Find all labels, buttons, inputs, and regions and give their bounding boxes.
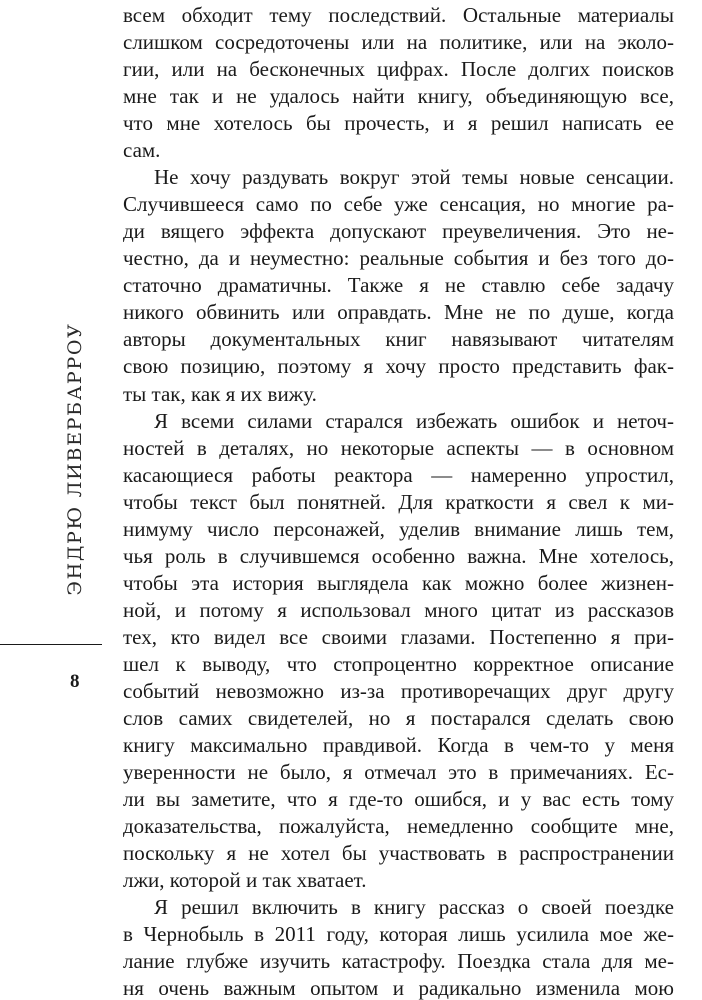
page-number: 8 [70, 671, 80, 692]
text-line: тех, кто видел все своими глазами. Постепенно я при- [123, 625, 674, 649]
text-line: свою позицию, поэтому я хочу просто представить фак- [123, 354, 674, 378]
text-line: никого обвинить или оправдать. Мне не по душе, когда [123, 300, 674, 324]
text-line: сам. [123, 138, 161, 162]
text-line: ной, и потому я использовал много цитат из рассказов [123, 598, 674, 622]
text-line: шел к выводу, что стопроцентно корректное описание [123, 652, 674, 676]
text-line: ня очень важным опытом и радикально изменила мою [123, 976, 674, 1000]
text-line: Я решил включить в книгу рассказ о своей поездке [154, 895, 674, 919]
text-line: слишком сосредоточены или на политике, или на эколо- [123, 30, 674, 54]
text-line: лжи, которой и так хватает. [123, 868, 367, 892]
text-line: статочно драматичны. Также я не ставлю себе задачу [123, 273, 674, 297]
text-line: ди вящего эффекта допускают преувеличения. Это не- [123, 219, 674, 243]
text-line: книгу максимально правдивой. Когда в чем-то у меня [123, 733, 674, 757]
text-line: поскольку я не хотел бы участвовать в распространении [123, 841, 674, 865]
text-line: нимуму число персонажей, уделив внимание лишь тем, [123, 517, 674, 541]
text-line: ли вы заметите, что я где-то ошибся, и у вас есть тому [123, 787, 674, 811]
running-head: ЭНДРЮ ЛИВЕРБАРРОУ [64, 322, 86, 596]
text-line: чтобы текст был понятней. Для краткости я свел к ми- [123, 490, 674, 514]
margin-divider [0, 644, 102, 645]
text-line: честно, да и неуместно: реальные события и без того до- [123, 246, 674, 270]
text-line: в Чернобыль в 2011 году, которая лишь усилила мое же- [123, 922, 674, 946]
text-line: чтобы эта история выглядела как можно более жизнен- [123, 571, 674, 595]
text-line: Я всеми силами старался избежать ошибок и неточ- [154, 409, 674, 433]
text-line: чья роль в случившемся особенно важна. Мне хотелось, [123, 544, 674, 568]
text-line: гии, или на бесконечных цифрах. После долгих поисков [123, 57, 674, 81]
text-line: авторы документальных книг навязывают читателям [123, 327, 674, 351]
text-line: мне так и не удалось найти книгу, объединяющую все, [123, 84, 674, 108]
text-line: ты так, как я их вижу. [123, 382, 317, 406]
text-line: уверенности не было, я отмечал это в примечаниях. Ес- [123, 760, 674, 784]
text-line: что мне хотелось бы прочесть, и я решил написать ее [123, 111, 674, 135]
text-line: лание глубже изучить катастрофу. Поездка стала для ме- [123, 949, 674, 973]
text-line: касающиеся работы реактора — намеренно упростил, [123, 463, 674, 487]
text-line: Случившееся само по себе уже сенсация, но многие ра- [123, 192, 674, 216]
text-line: доказательства, пожалуйста, немедленно сообщите мне, [123, 814, 674, 838]
text-line: событий невозможно из-за противоречащих друг другу [123, 679, 674, 703]
text-line: ностей в деталях, но некоторые аспекты — в основном [123, 436, 674, 460]
text-line: всем обходит тему последствий. Остальные материалы [123, 3, 674, 27]
text-line: слов самих свидетелей, но я постарался сделать свою [123, 706, 674, 730]
text-line: Не хочу раздувать вокруг этой темы новые сенсации. [154, 165, 674, 189]
